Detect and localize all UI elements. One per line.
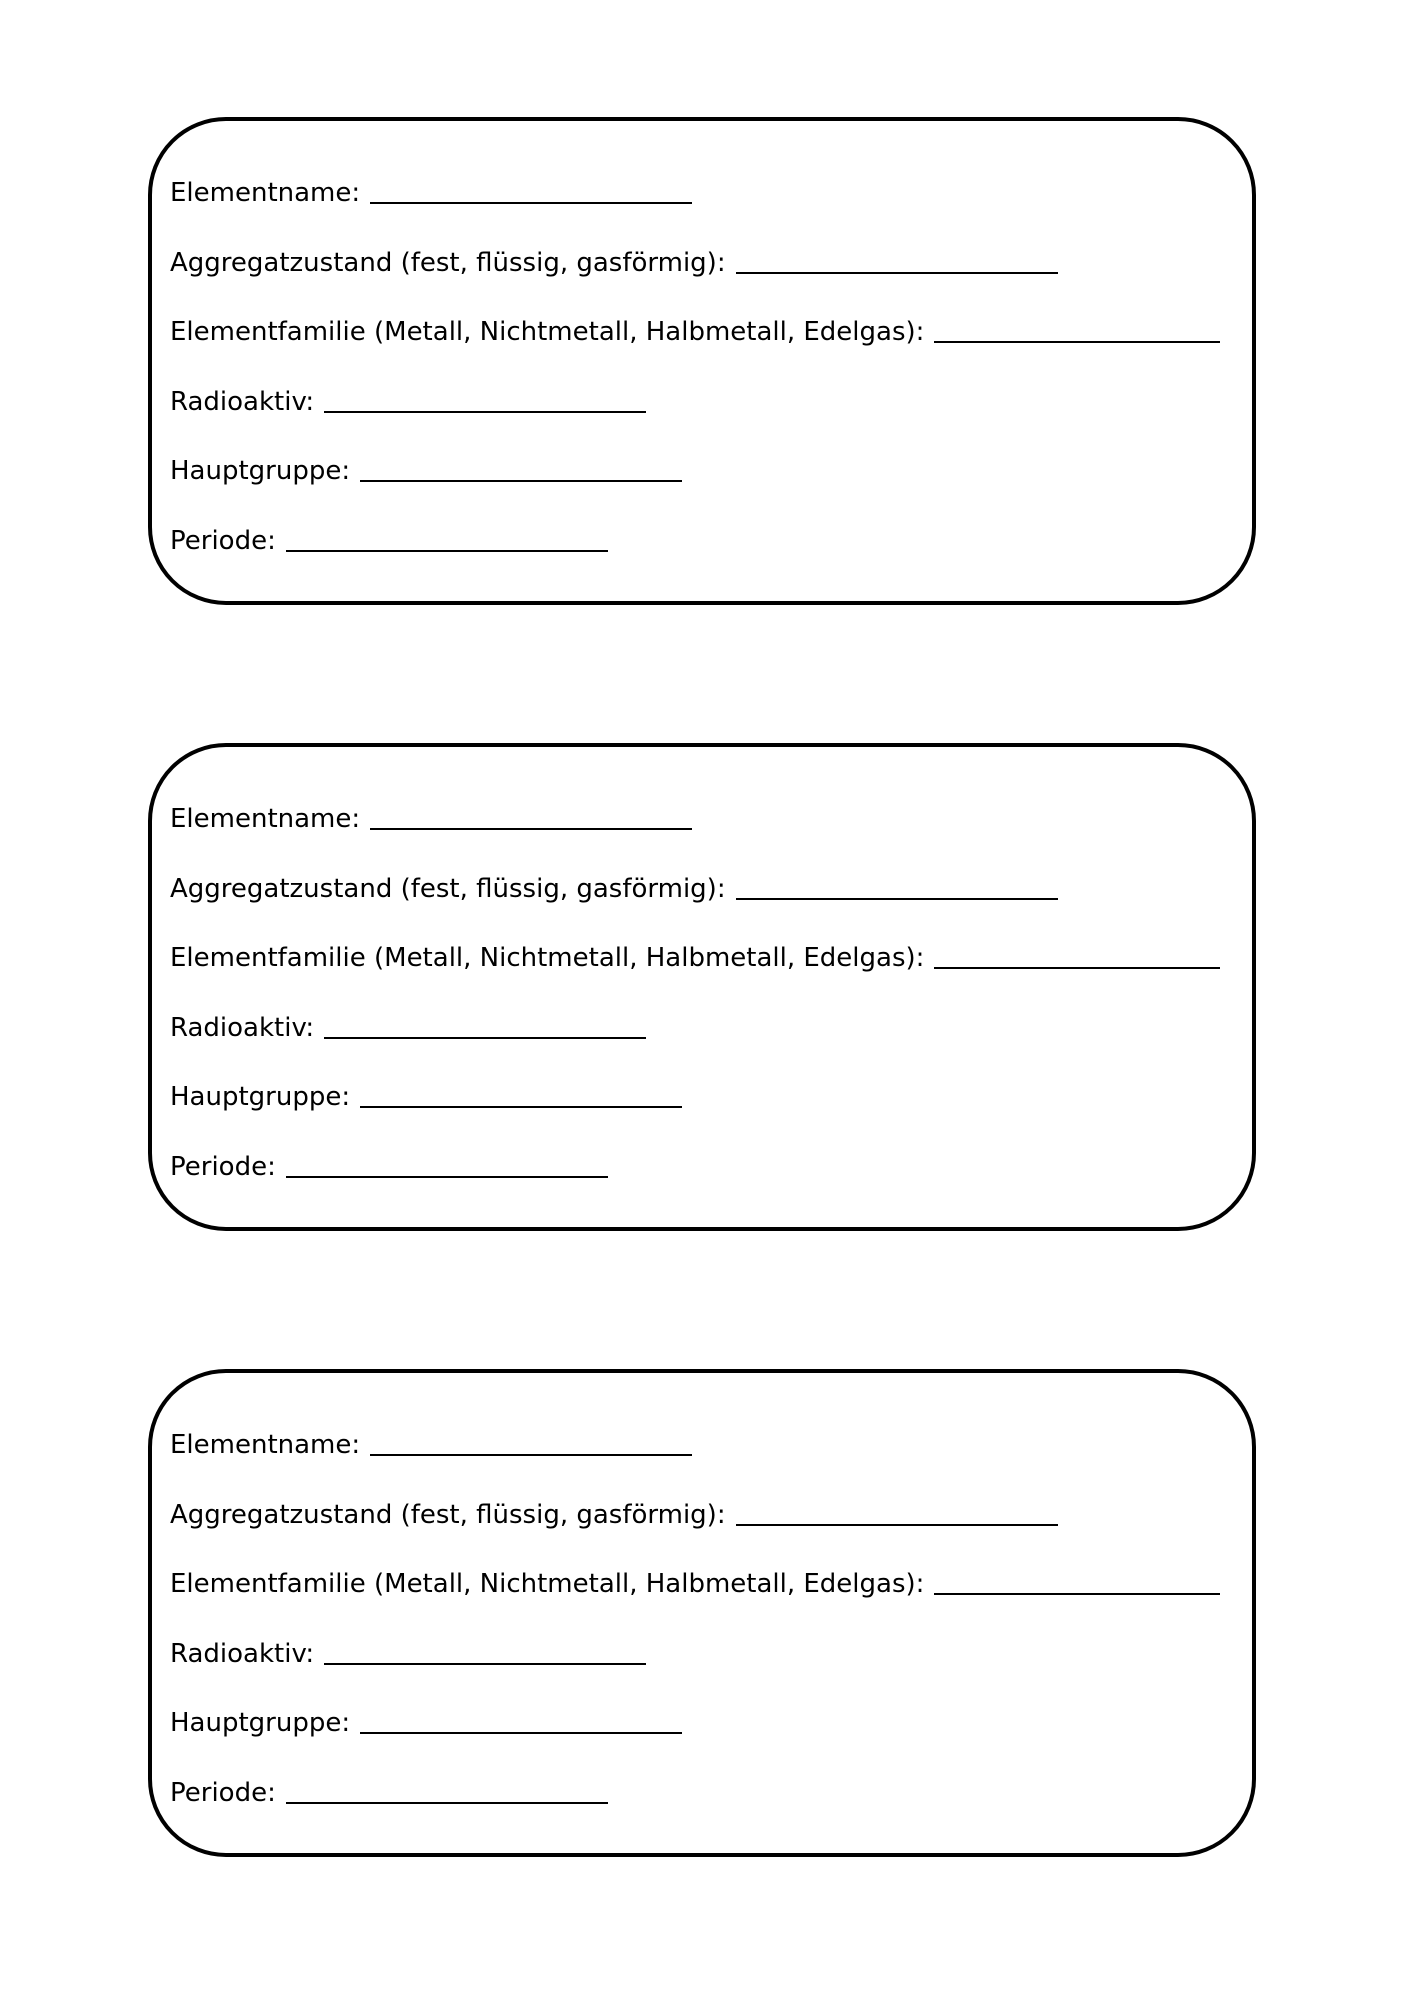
elementfamilie-label: Elementfamilie (Metall, Nichtmetall, Halbmetall, Edelgas): — [170, 1569, 925, 1599]
elementfamilie-label: Elementfamilie (Metall, Nichtmetall, Halbmetall, Edelgas): — [170, 317, 925, 347]
hauptgruppe-blank[interactable] — [360, 480, 682, 482]
aggregatzustand-label: Aggregatzustand (fest, flüssig, gasförmig): — [170, 874, 726, 904]
aggregatzustand-blank[interactable] — [736, 1524, 1058, 1526]
radioaktiv-blank[interactable] — [324, 1663, 646, 1665]
elementname-label: Elementname: — [170, 1430, 361, 1460]
periode-field — [170, 1769, 608, 1809]
elementname-label: Elementname: — [170, 804, 361, 834]
elementname-label: Elementname: — [170, 178, 361, 208]
elementfamilie-blank[interactable] — [934, 341, 1220, 343]
elementfamilie-blank[interactable] — [934, 967, 1220, 969]
hauptgruppe-label: Hauptgruppe: — [170, 1708, 351, 1738]
aggregatzustand-field — [170, 1491, 1058, 1531]
radioaktiv-label: Radioaktiv: — [170, 1013, 315, 1043]
hauptgruppe-label: Hauptgruppe: — [170, 456, 351, 486]
elementfamilie-blank[interactable] — [934, 1593, 1220, 1595]
periode-blank[interactable] — [286, 1176, 608, 1178]
hauptgruppe-field — [170, 447, 682, 487]
elementname-blank[interactable] — [370, 202, 692, 204]
aggregatzustand-field — [170, 865, 1058, 905]
periode-label: Periode: — [170, 526, 276, 556]
radioaktiv-blank[interactable] — [324, 411, 646, 413]
elementname-field — [170, 795, 692, 835]
elementfamilie-field — [170, 308, 1220, 348]
aggregatzustand-label: Aggregatzustand (fest, flüssig, gasförmig): — [170, 1500, 726, 1530]
periode-blank[interactable] — [286, 1802, 608, 1804]
element-card-2 — [148, 743, 1256, 1231]
hauptgruppe-blank[interactable] — [360, 1106, 682, 1108]
periode-field — [170, 1143, 608, 1183]
radioaktiv-label: Radioaktiv: — [170, 1639, 315, 1669]
radioaktiv-field — [170, 1630, 646, 1670]
periode-label: Periode: — [170, 1778, 276, 1808]
aggregatzustand-blank[interactable] — [736, 272, 1058, 274]
hauptgruppe-field — [170, 1073, 682, 1113]
hauptgruppe-blank[interactable] — [360, 1732, 682, 1734]
elementfamilie-field — [170, 934, 1220, 974]
elementfamilie-label: Elementfamilie (Metall, Nichtmetall, Halbmetall, Edelgas): — [170, 943, 925, 973]
elementname-field — [170, 1421, 692, 1461]
element-card-1 — [148, 117, 1256, 605]
elementfamilie-field — [170, 1560, 1220, 1600]
element-card-3 — [148, 1369, 1256, 1857]
aggregatzustand-label: Aggregatzustand (fest, flüssig, gasförmig): — [170, 248, 726, 278]
elementname-blank[interactable] — [370, 828, 692, 830]
hauptgruppe-label: Hauptgruppe: — [170, 1082, 351, 1112]
radioaktiv-field — [170, 378, 646, 418]
elementname-blank[interactable] — [370, 1454, 692, 1456]
periode-label: Periode: — [170, 1152, 276, 1182]
periode-field — [170, 517, 608, 557]
aggregatzustand-blank[interactable] — [736, 898, 1058, 900]
elementname-field — [170, 169, 692, 209]
radioaktiv-field — [170, 1004, 646, 1044]
periode-blank[interactable] — [286, 550, 608, 552]
aggregatzustand-field — [170, 239, 1058, 279]
radioaktiv-blank[interactable] — [324, 1037, 646, 1039]
radioaktiv-label: Radioaktiv: — [170, 387, 315, 417]
hauptgruppe-field — [170, 1699, 682, 1739]
